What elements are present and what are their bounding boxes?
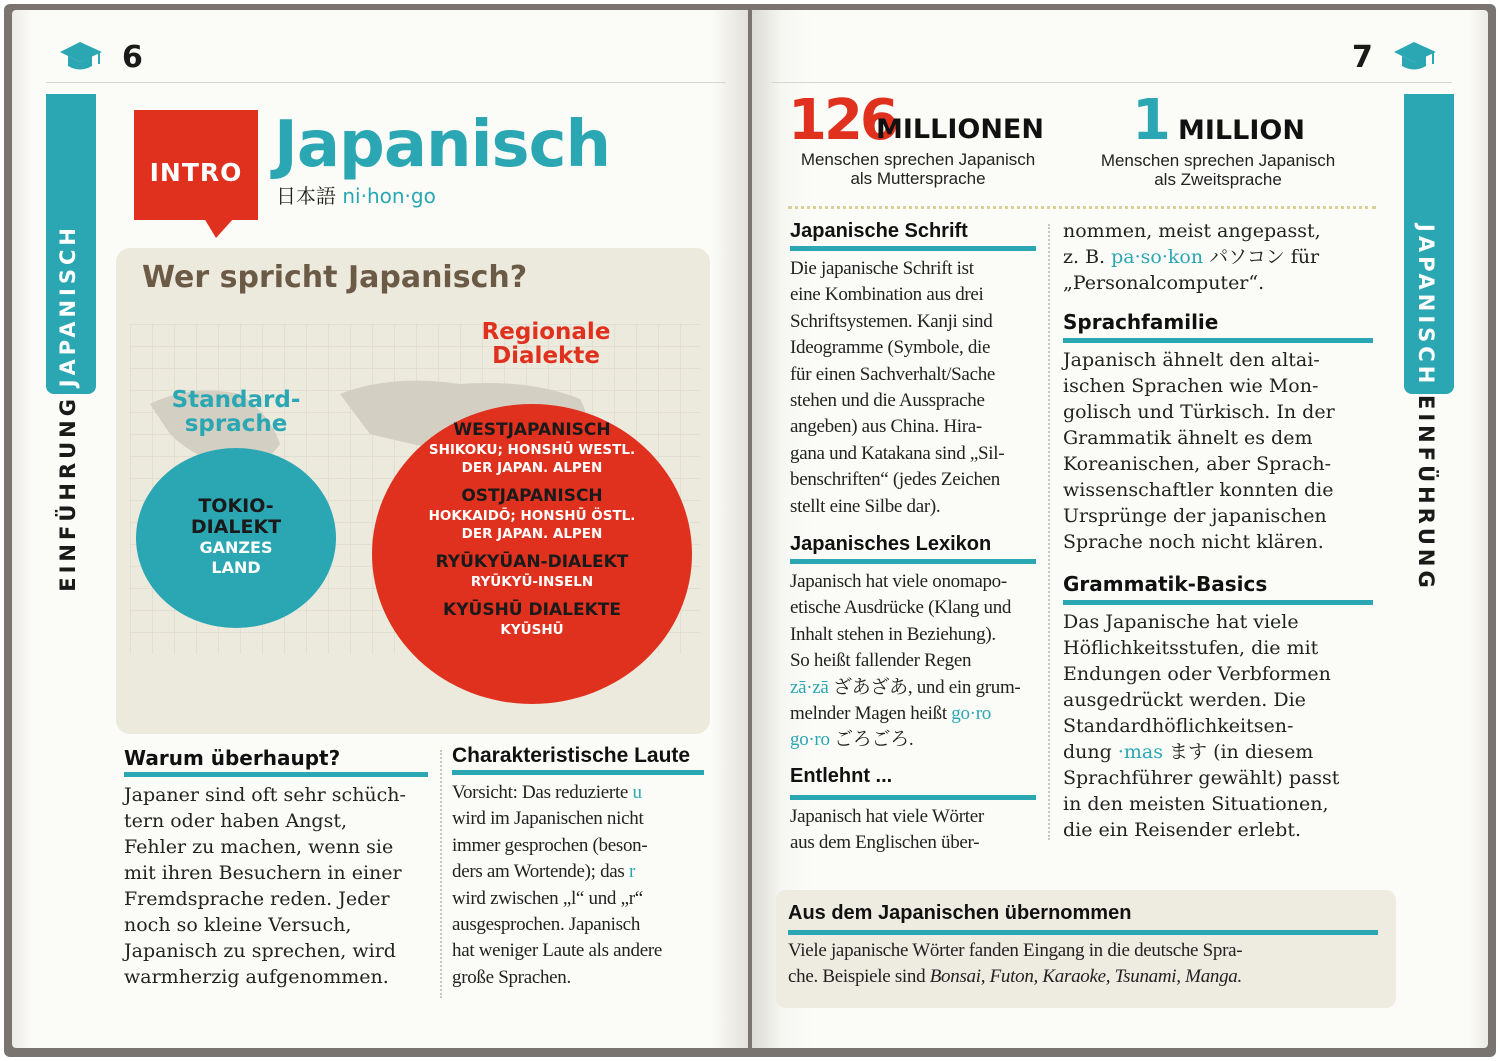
warum-text: Japaner sind oft sehr schüch- tern oder haben Angst, Fehler zu machen, wenn sie mit ihren Besuchern in einer Fremdsprache reden. Jeder noch so kleine Versuch, Japanisch zu sprechen, wird warmherzig aufgenommen.: [124, 784, 406, 988]
speakers-infobox: [116, 248, 710, 734]
dialect-west-line1: SHIKOKU; HONSHŪ WESTL.: [428, 442, 636, 458]
left-page: [12, 10, 748, 1048]
stat2-line1: Menschen sprechen Japanisch: [1100, 151, 1336, 170]
warum-underline: [124, 772, 428, 777]
schrift-text: Die japanische Schrift ist eine Kombination aus drei Schriftsystemen. Kanji sind Ideogramme (Symbole, die für einen Sachverhalt/Sache stehen und die Aussprache angeben) aus China. Hira- gana und Katakana sind „Sil- benschriften“ (jedes Zeichen stellt eine Silbe dar).: [790, 258, 1005, 517]
dialect-ryukyu-line1: RYŪKYŪ-INSELN: [470, 574, 594, 590]
entlehnt-text: Japanisch hat viele Wörter aus dem Englischen über-: [790, 806, 984, 854]
grammatik-heading: Grammatik-Basics: [1063, 572, 1268, 596]
entlehnt-heading: Entlehnt ...: [790, 765, 893, 787]
stat1-unit: MILLIONEN: [876, 114, 1044, 145]
column-divider: [1048, 224, 1050, 840]
dialect-east-line2: DER JAPAN. ALPEN: [461, 526, 603, 542]
laute-heading: Charakteristische Laute: [452, 744, 691, 767]
entlehnt-underline: [790, 795, 1036, 800]
entlehnt-continued: nommen, meist angepasst, z. B. pa·so·kon パソコン für „Personalcomputer“.: [1063, 220, 1321, 294]
subtitle-kanji: 日本語: [276, 184, 336, 208]
stat1-line1: Menschen sprechen Japanisch: [800, 150, 1036, 169]
stat1-line2: als Muttersprache: [850, 169, 986, 188]
sprachfamilie-heading: Sprachfamilie: [1063, 310, 1219, 334]
standard-label-line1: Standard-: [171, 387, 301, 413]
stat2-line2: als Zweitsprache: [1154, 170, 1282, 189]
dialect-east-line1: HOKKAIDŌ; HONSHŪ ÖSTL.: [428, 508, 636, 524]
dialect-ryukyu-name: RYŪKYŪAN-DIALEKT: [435, 552, 629, 572]
regional-label-line1: Regionale: [481, 319, 611, 345]
header-rule: [772, 82, 1452, 83]
schrift-heading: Japanische Schrift: [790, 220, 968, 242]
loanwords-heading: Aus dem Japanischen übernommen: [788, 902, 1132, 924]
dialect-west-line2: DER JAPAN. ALPEN: [461, 460, 603, 476]
intro-badge: INTRO: [149, 158, 243, 187]
grammatik-text: Das Japanische hat viele Höflichkeitsstufen, die mit Endungen oder Verbformen ausgedrückt werden. Die Standardhöflichkeitsen- dung ·mas ます (in diesem Sprachführer gewählt) passt in den meisten Situationen, die ein Reisender erlebt.: [1063, 611, 1340, 841]
header-rule: [46, 82, 726, 83]
side-tab-label: JAPANISCH: [1414, 224, 1438, 388]
stats-divider: [788, 206, 1376, 209]
standard-label-line2: sprache: [184, 411, 288, 437]
side-tab-sublabel: EINFÜHRUNG: [56, 395, 80, 592]
schrift-underline: [790, 246, 1036, 251]
lexikon-heading: Japanisches Lexikon: [790, 533, 992, 555]
subtitle-romanization: ni·hon·go: [342, 184, 436, 208]
standard-circle-line2: DIALEKT: [190, 516, 282, 538]
stat2-unit: MILLION: [1178, 115, 1305, 146]
laute-underline: [452, 770, 704, 775]
page-number: 6: [122, 40, 143, 75]
laute-text: Vorsicht: Das reduzierte u wird im Japanischen nicht immer gesprochen (beson- ders am Wortende); das r wird zwischen „l“ und „r“ ausgesprochen. Japanisch hat weniger Laute als andere große Sprachen.: [452, 782, 662, 988]
page-number: 7: [1352, 40, 1373, 75]
sprachfamilie-underline: [1063, 338, 1373, 343]
regional-label-line2: Dialekte: [492, 343, 600, 369]
sprachfamilie-text: Japanisch ähnelt den altai- ischen Sprachen wie Mon- golisch und Türkisch. In der Grammatik ähnelt es dem Koreanischen, aber Sprach- wissenschaftler konnten die Ursprünge der japanischen Sprache noch nicht klären.: [1063, 349, 1335, 553]
column-divider: [440, 750, 442, 998]
graduation-cap-icon: [58, 40, 104, 74]
standard-circle-line4: LAND: [211, 558, 261, 577]
warum-heading: Warum überhaupt?: [124, 746, 341, 770]
loanwords-box: [776, 890, 1396, 1008]
stat2-number: 1: [1132, 88, 1171, 153]
stat1-number: 126: [788, 88, 896, 153]
standard-circle-line1: TOKIO-: [198, 495, 274, 517]
grammatik-underline: [1063, 600, 1373, 605]
loanwords-underline: [788, 930, 1378, 935]
side-tab-label: JAPANISCH: [56, 224, 80, 388]
right-page: [752, 10, 1488, 1048]
page-title: Japanisch: [274, 108, 611, 182]
lexikon-text: Japanisch hat viele onomapo- etische Ausdrücke (Klang und Inhalt stehen in Beziehung). So heißt fallender Regen zā·zā ざあざあ, und ein grum- melnder Magen heißt go·ro go·ro ごろごろ.: [790, 571, 1021, 751]
loanwords-text: Viele japanische Wörter fanden Eingang in die deutsche Spra- che. Beispiele sind Bonsai, Futon, Karaoke, Tsunami, Manga.: [788, 940, 1243, 988]
infobox-heading: Wer spricht Japanisch?: [142, 260, 528, 295]
dialect-kyushu-name: KYŪSHŪ DIALEKTE: [443, 600, 621, 620]
dialect-east-name: OSTJAPANISCH: [461, 486, 603, 506]
graduation-cap-icon: [1392, 40, 1438, 74]
dialect-kyushu-line1: KYŪSHŪ: [500, 622, 564, 638]
lexikon-underline: [790, 559, 1036, 564]
standard-circle-line3: GANZES: [199, 538, 273, 557]
dialect-west-name: WESTJAPANISCH: [453, 420, 611, 440]
side-tab-sublabel: EINFÜHRUNG: [1414, 395, 1438, 592]
